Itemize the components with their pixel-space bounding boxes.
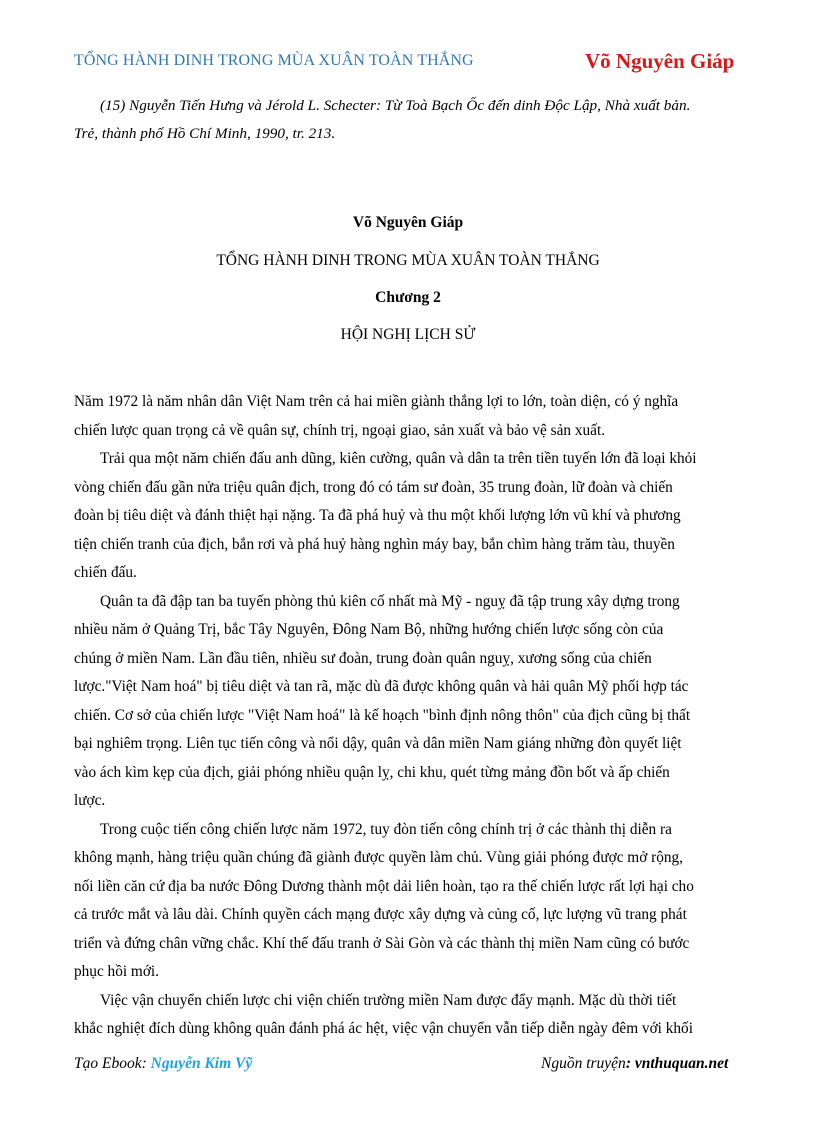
paragraph-line: đoàn bị tiêu diệt và đánh thiệt hại nặng. Ta đã phá huỷ và thu một khối lượng lớn vũ khí và phương — [74, 507, 681, 524]
paragraph-line: chiến. Cơ sở của chiến lược "Việt Nam hoá" là kế hoạch "bình định nông thôn" của địch cũng bị thất — [74, 706, 691, 724]
chapter-number: Chương 2 — [375, 289, 441, 306]
footnote — [74, 92, 746, 148]
footnote-line: (15) Nguyễn Tiến Hưng và Jérold L. Schecter: Từ Toà Bạch Ốc đến dinh Độc Lập, Nhà xuất bản. — [100, 97, 691, 114]
footer-source-site: vnthuquan.net — [634, 1055, 729, 1072]
running-header-title: TỔNG HÀNH DINH TRONG MÙA XUÂN TOÀN THẮNG — [74, 52, 474, 69]
footer-ebook-separator: : — [141, 1055, 151, 1072]
footnote-line: Trẻ, thành phố Hồ Chí Minh, 1990, tr. 213. — [74, 125, 336, 142]
chapter-author: Võ Nguyên Giáp — [352, 214, 464, 231]
chapter-body — [74, 388, 746, 1044]
paragraph-line: lược. — [74, 792, 106, 809]
paragraph-line: vòng chiến đấu gần nửa triệu quân địch, trong đó có tám sư đoàn, 35 trung đoàn, lữ đoàn và chiến — [74, 478, 673, 496]
footer-ebook-credit — [74, 1055, 252, 1073]
footer-ebook-label: Tạo Ebook — [74, 1055, 142, 1072]
book-title: TỔNG HÀNH DINH TRONG MÙA XUÂN TOÀN THẮNG — [216, 252, 600, 269]
paragraph-line: Việc vận chuyển chiến lược chi viện chiến trường miền Nam được đẩy mạnh. Mặc dù thời tiết — [100, 991, 677, 1009]
paragraph-line: Năm 1972 là năm nhân dân Việt Nam trên cả hai miền giành thắng lợi to lớn, toàn diện, có ý nghĩa — [74, 393, 679, 410]
paragraph-line: nối liền căn cứ địa ba nước Đông Dương thành một dải liên hoàn, tạo ra thế chiến lược rất lợi hại cho — [74, 877, 694, 895]
paragraph — [74, 588, 746, 816]
paragraph-line: lược."Việt Nam hoá" bị tiêu diệt và tan rã, mặc dù đã được không quân và hải quân Mỹ phối hợp tác — [74, 678, 689, 695]
footer-source-credit — [541, 1055, 728, 1073]
paragraph-line: vào ách kìm kẹp của địch, giải phóng nhiều quận lỵ, chi khu, quét từng mảng đồn bốt và ấp chiến — [74, 763, 670, 781]
paragraph-line: phục hồi mới. — [74, 963, 159, 980]
paragraph-line: cả trước mắt và lâu dài. Chính quyền cách mạng được xây dựng và củng cố, lực lượng vũ trang phát — [74, 906, 687, 923]
paragraph-line: không mạnh, hàng triệu quần chúng đã giành được quyền làm chủ. Vùng giải phóng được mở rộng, — [74, 849, 683, 866]
paragraph-line: chúng ở miền Nam. Lần đầu tiên, nhiều sư đoàn, trung đoàn quân nguỵ, xương sống của chiến — [74, 649, 652, 667]
paragraph — [74, 445, 746, 588]
paragraph-line: bại nghiêm trọng. Liên tục tiến công và nổi dậy, quân và dân miền Nam giáng những đòn quyết liệt — [74, 735, 682, 752]
footer-ebook-name: Nguyễn Kim Vỹ — [150, 1055, 253, 1072]
footer-source-label: Nguồn truyện — [541, 1055, 626, 1072]
paragraph — [74, 987, 746, 1044]
paragraph-line: khắc nghiệt đích dùng không quân đánh phá ác hệt, việc vận chuyển vẫn tiếp diễn ngày đêm với khối — [74, 1020, 693, 1037]
paragraph-line: nhiều năm ở Quảng Trị, bắc Tây Nguyên, Đông Nam Bộ, những hướng chiến lược sống còn của — [74, 621, 664, 638]
paragraph-line: Trải qua một năm chiến đấu anh dũng, kiên cường, quân và dân ta trên tiền tuyến lớn đã loại khỏi — [100, 450, 697, 467]
paragraph-line: Quân ta đã đập tan ba tuyến phòng thủ kiên cố nhất mà Mỹ - nguỵ đã tập trung xây dựng trong — [100, 592, 680, 610]
paragraph-line: chiến lược quan trọng cả về quân sự, chính trị, ngoại giao, sản xuất và bảo vệ sản xuất. — [74, 421, 606, 439]
footer-source-separator: : — [625, 1055, 635, 1072]
paragraph-line: tiện chiến tranh của địch, bắn rơi và phá huỷ hàng nghìn máy bay, bắn chìm hàng trăm tàu, thuyền — [74, 535, 675, 553]
running-header-author: Võ Nguyên Giáp — [585, 49, 735, 73]
chapter-name: HỘI NGHỊ LỊCH SỬ — [340, 326, 476, 343]
paragraph — [74, 816, 746, 987]
paragraph-line: triển và đứng chân vững chắc. Khí thế đấu tranh ở Sài Gòn và các thành thị miền Nam cũng có bước — [74, 934, 690, 952]
paragraph — [74, 388, 746, 445]
paragraph-line: Trong cuộc tiến công chiến lược năm 1972, tuy đòn tiến công chính trị ở các thành thị diễn ra — [100, 820, 672, 838]
paragraph-line: chiến đấu. — [74, 564, 137, 581]
